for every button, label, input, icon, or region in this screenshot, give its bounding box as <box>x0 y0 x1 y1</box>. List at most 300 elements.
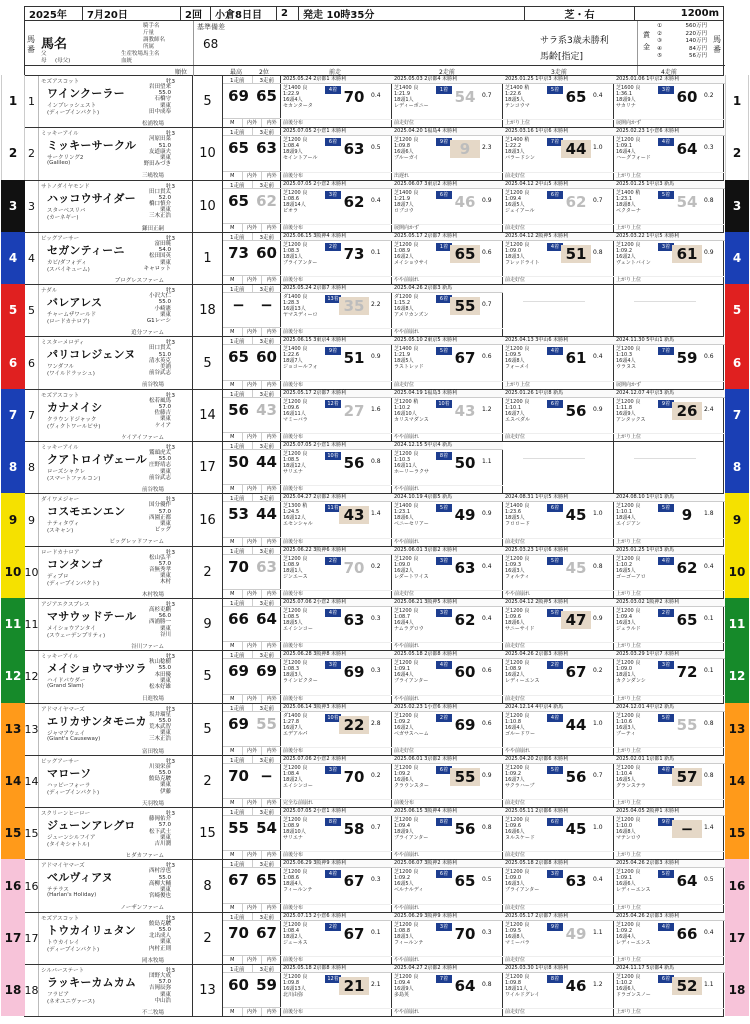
race-detail-line: 1:08.3 <box>283 666 299 673</box>
race-comment: やや前崩れ <box>392 433 503 441</box>
race-header: 2025.06.28 3阪神8 未勝利 <box>281 651 392 659</box>
past-race[interactable] <box>614 390 725 441</box>
race-detail-line: 16頭6人 <box>616 986 636 993</box>
margin: 1.0 <box>593 824 603 832</box>
past-race[interactable] <box>614 756 725 807</box>
race-detail-line: 芝1200 良 <box>616 346 641 353</box>
margin: 1.2 <box>593 981 603 989</box>
race-index: 70 <box>343 767 365 786</box>
sex-age: 牡3 <box>166 392 175 399</box>
horse-row[interactable] <box>8 128 742 180</box>
past-race[interactable] <box>503 756 614 807</box>
past-race[interactable] <box>614 808 725 859</box>
race-detail-line: レダートワイス <box>394 573 429 580</box>
index-block <box>223 651 281 702</box>
breeder: 岡本牧場 <box>141 957 164 964</box>
horse-name[interactable]: パリコレジェンヌ <box>47 348 136 362</box>
idx-top-label: 1走前 <box>223 337 253 345</box>
race-index: 49 <box>454 506 476 525</box>
race-detail-line: 1:21.9 <box>394 195 410 202</box>
breeder: 前谷牧場 <box>141 487 164 494</box>
race-detail-line: 芝1200 良 <box>616 869 641 876</box>
past-race[interactable] <box>281 860 392 911</box>
race-detail-line: 1:09.4 <box>394 980 410 987</box>
jockey-field: 栗東 <box>159 154 171 161</box>
past-race[interactable] <box>281 181 392 232</box>
race-header: 2025.04.19 1福島3 未勝利 <box>392 390 503 398</box>
best-index: − <box>232 296 245 315</box>
past-race[interactable] <box>503 390 614 441</box>
past-race[interactable] <box>503 128 614 179</box>
past-race[interactable] <box>281 599 392 650</box>
idx-top-label: 1走前 <box>223 965 253 973</box>
margin: 1.1 <box>704 981 714 989</box>
race-detail-line: ブライアンター <box>394 678 429 685</box>
race-header: 2025.06.01 3京都2 未勝利 <box>392 756 503 764</box>
margin: 0.6 <box>482 248 492 256</box>
past-race[interactable] <box>503 181 614 232</box>
jockey-field: 51.0 <box>158 351 171 358</box>
past-race[interactable] <box>614 547 725 598</box>
horse-name[interactable]: メイショウマサツラ <box>47 662 147 676</box>
jockey-field: キャロット <box>143 265 171 272</box>
past-race[interactable] <box>392 651 503 702</box>
race-detail-line: 1:10.4 <box>616 770 632 777</box>
race-index: 63 <box>454 558 476 577</box>
race-detail-line: 1:08.6 <box>283 195 299 202</box>
race-comment: 上がり上位 <box>503 381 614 389</box>
second-index: 63 <box>256 557 277 576</box>
past-race[interactable] <box>503 913 614 964</box>
margin: 0.8 <box>704 771 714 779</box>
race-detail-line: エデアルパ <box>283 730 308 737</box>
margin: 0.8 <box>704 196 714 204</box>
race-detail-line: 1:08.4 <box>283 143 299 150</box>
past-race[interactable] <box>392 494 503 545</box>
race-comment: 前後分布 <box>281 433 392 441</box>
horse-info <box>39 808 193 859</box>
horse-name[interactable]: コンタンゴ <box>47 557 103 571</box>
race-detail-line: 18頭12人 <box>283 463 306 470</box>
race-detail-line: レディーエンス <box>505 678 540 685</box>
race-detail-line: 16頭10人 <box>394 410 417 417</box>
tag: 内外 <box>243 746 263 755</box>
race-comment: 前後分布 <box>281 590 392 598</box>
race-comment: 前走好位 <box>392 119 503 127</box>
horse-name[interactable]: マサウッドテール <box>47 609 137 623</box>
race-detail-line: 18頭9人 <box>394 829 414 836</box>
past-race[interactable] <box>281 965 392 1016</box>
past-race[interactable] <box>392 547 503 598</box>
sex-age: 牝3 <box>166 654 175 661</box>
jockey-field: 河原田菜 <box>148 136 171 143</box>
dam-name: テテラス <box>47 887 69 894</box>
race-detail-line: グランステラ <box>616 782 646 789</box>
race-detail-line: 1:08.3 <box>283 247 299 254</box>
past-race[interactable] <box>392 233 503 284</box>
race-detail-line: 芝1200 良 <box>283 241 308 248</box>
horse-row[interactable] <box>8 389 742 442</box>
horse-row[interactable] <box>4 965 746 1017</box>
past-race[interactable] <box>392 860 503 911</box>
horse-row[interactable] <box>8 442 742 494</box>
race-info-bar <box>24 6 724 21</box>
past-race[interactable] <box>392 913 503 964</box>
horse-row[interactable] <box>4 808 746 860</box>
race-index: 50 <box>454 454 476 473</box>
second-index: 44 <box>256 453 277 472</box>
col-best: 最高 <box>230 69 243 76</box>
past-race[interactable] <box>281 704 392 755</box>
race-comment: 前後分布 <box>281 851 392 859</box>
race-detail-line: 1:22.2 <box>505 143 521 150</box>
idx-top-label: 3走前 <box>253 285 282 293</box>
margin: 0.5 <box>371 144 381 152</box>
jockey-field: 栗東 <box>159 102 171 109</box>
idx-top-label: 1走前 <box>223 390 253 398</box>
past-race[interactable] <box>281 808 392 859</box>
race-detail-line: 16頭4人 <box>394 672 414 679</box>
horse-name[interactable]: バレアレス <box>47 296 103 310</box>
past-race[interactable] <box>614 233 725 284</box>
past-race[interactable] <box>392 704 503 755</box>
past-race[interactable] <box>281 651 392 702</box>
past-race[interactable] <box>281 442 392 493</box>
past-race[interactable] <box>281 233 392 284</box>
horse-info <box>39 547 193 598</box>
horse-row[interactable] <box>4 703 746 756</box>
race-detail-line: 16頭3人 <box>616 724 636 731</box>
race-detail-line: 芝1200 良 <box>394 137 419 144</box>
past-race[interactable] <box>281 547 392 598</box>
race-comment: 前後分布 <box>281 695 392 703</box>
finish-position: 3着 <box>658 661 674 669</box>
past-race[interactable] <box>503 233 614 284</box>
past-race[interactable] <box>614 651 725 702</box>
horse-name[interactable]: ハッコウサイダー <box>47 191 136 205</box>
horse-name[interactable]: ラッキーカムカム <box>47 976 137 990</box>
idx-top-label: 3走前 <box>253 860 282 868</box>
jockey-field: 藤岡佑介 <box>148 816 171 823</box>
race-detail-line: 1:23.6 <box>505 509 521 516</box>
race-detail-line: 芝1200 良 <box>505 974 530 981</box>
past-race[interactable] <box>392 76 503 127</box>
idx-top-label: 3走前 <box>253 337 282 345</box>
horse-row[interactable] <box>4 755 746 808</box>
horse-name[interactable]: トウカイリュタン <box>47 923 136 937</box>
horse-name[interactable]: マローソ <box>47 766 92 780</box>
race-detail-line: 芝1200 良 <box>505 660 530 667</box>
margin: 0.4 <box>371 196 381 204</box>
race-index: 63 <box>343 140 365 159</box>
past-race[interactable] <box>503 337 614 388</box>
past-race[interactable] <box>503 599 614 650</box>
past-race[interactable] <box>281 128 392 179</box>
margin: 0.2 <box>704 92 714 99</box>
past-race[interactable] <box>281 285 392 336</box>
margin: 0.1 <box>704 667 714 675</box>
finish-position: 3着 <box>325 661 341 669</box>
finish-position: 2着 <box>325 243 341 251</box>
tag: 内外 <box>262 903 281 912</box>
tag: 内外 <box>262 1007 281 1016</box>
horse-name[interactable]: ミッキーサークル <box>47 139 137 153</box>
margin: 1.8 <box>704 510 714 518</box>
race-index: 56 <box>343 454 365 473</box>
past-race[interactable] <box>503 860 614 911</box>
second-index: − <box>260 296 273 315</box>
past-race[interactable] <box>392 599 503 650</box>
horse-row[interactable] <box>4 912 746 965</box>
race-header: 2025.01.25 1中京3 未勝利 <box>503 76 614 84</box>
race-comment: 前走好位 <box>503 904 614 912</box>
second-index: 59 <box>256 976 277 995</box>
margin: 0.9 <box>482 510 492 518</box>
horse-info <box>39 599 193 650</box>
jockey-field: 高柳大輔 <box>148 880 171 887</box>
race-index: 70 <box>343 88 365 106</box>
race-detail-line: 1:24.5 <box>283 509 299 516</box>
finish-position: 3着 <box>547 870 563 878</box>
race-detail-line: 1:10.8 <box>505 718 521 725</box>
breeder: 松浦牧場 <box>141 121 164 127</box>
race-index: 45 <box>565 506 587 525</box>
past-race[interactable] <box>392 128 503 179</box>
race-detail-line: 1:10.1 <box>505 404 521 411</box>
race-comment: 前後分布 <box>281 224 392 232</box>
past-race[interactable] <box>503 76 614 127</box>
race-detail-line: サリエナ <box>283 835 303 842</box>
past-race[interactable] <box>281 494 392 545</box>
tag: 内外 <box>262 694 281 703</box>
finish-position: 3着 <box>436 923 452 931</box>
race-detail-line: 18頭3人 <box>505 149 525 156</box>
race-comment: 前走好位 <box>503 224 614 232</box>
horse-name[interactable]: ワインクーラー <box>47 87 125 100</box>
margin: 0.3 <box>482 928 492 936</box>
past-race[interactable] <box>614 181 725 232</box>
index-block <box>223 390 281 441</box>
horse-name[interactable]: クアトロイヴェール <box>47 453 147 467</box>
past-race[interactable] <box>503 547 614 598</box>
tag: M <box>223 955 243 964</box>
race-detail-line: レディーエンス <box>616 939 651 946</box>
horse-row[interactable] <box>4 546 746 599</box>
past-race[interactable] <box>281 390 392 441</box>
race-comment: 前走好位 <box>503 433 614 441</box>
jockey-block <box>141 450 171 481</box>
race-comment: 前走好位 <box>503 1008 614 1016</box>
jockey-field: 鮫島克駿 <box>148 776 171 783</box>
horse-row[interactable] <box>4 651 746 703</box>
race-detail-line: 芝1300 稍 <box>283 503 308 510</box>
past-race[interactable] <box>392 285 503 336</box>
race-detail-line: 芝1200 良 <box>283 660 308 667</box>
tag: 内外 <box>262 589 281 598</box>
past-race[interactable] <box>503 808 614 859</box>
past-race[interactable] <box>392 337 503 388</box>
race-detail-line: エセンシャル <box>283 521 313 528</box>
margin: 0.7 <box>482 92 492 99</box>
race-detail-line: 18頭9人 <box>616 97 636 103</box>
race-header: 2025.03.23 1中京6 未勝利 <box>503 547 614 555</box>
past-race[interactable] <box>614 128 725 179</box>
past-race[interactable] <box>614 704 725 755</box>
second-index: 60 <box>256 348 277 367</box>
race-comment: 上がり上位 <box>614 747 725 755</box>
horse-name[interactable]: エリカサンタモニカ <box>47 714 147 728</box>
jockey-field: 国分優作 <box>148 502 171 509</box>
past-race[interactable] <box>614 599 725 650</box>
race-detail-line: 16頭6人 <box>616 881 636 888</box>
past-race[interactable] <box>614 913 725 964</box>
dam-name: ジャマアウェイ <box>47 730 86 737</box>
second-index: 65 <box>256 87 277 105</box>
past-race[interactable] <box>392 756 503 807</box>
race-detail-line: 1:22.9 <box>283 91 299 97</box>
breeder: 三嶋牧場 <box>141 173 164 180</box>
horse-row[interactable] <box>8 180 742 233</box>
broodmare-sire: (ロードカナロア) <box>47 319 90 326</box>
race-detail-line: 1:10.3 <box>394 457 410 464</box>
race-detail-line: 1:09.0 <box>505 875 521 882</box>
race-detail-line: ジェイアール <box>505 207 535 214</box>
horse-name[interactable]: ベルヴィアヌ <box>47 871 113 885</box>
race-detail-line: 16頭4人 <box>283 97 303 103</box>
race-detail-line: 1:11.8 <box>616 404 632 411</box>
dam-name: カビ/ダフォディ <box>47 259 87 266</box>
race-index: 60 <box>454 663 476 682</box>
jockey-field: 栗東 <box>159 573 171 580</box>
dam-name: ローズシャクレ <box>47 469 86 476</box>
past-race[interactable] <box>392 181 503 232</box>
horse-row[interactable] <box>8 285 742 337</box>
index-block <box>223 913 281 964</box>
horse-row[interactable] <box>4 598 746 651</box>
race-detail-line: ゴーゴーアロ <box>616 573 646 580</box>
race-card <box>4 6 746 1018</box>
horse-row[interactable] <box>8 494 742 546</box>
horse-row[interactable] <box>4 860 746 912</box>
past-race[interactable] <box>614 337 725 388</box>
finish-position: 4着 <box>436 661 452 669</box>
race-header: 2024.12.15 5中京4 新馬 <box>392 442 503 450</box>
margin: 1.0 <box>593 510 603 518</box>
race-detail-line: 16頭4人 <box>616 149 636 156</box>
past-race[interactable] <box>392 965 503 1016</box>
horse-row[interactable] <box>8 232 742 285</box>
finish-position: 5着 <box>547 766 563 774</box>
past-race[interactable] <box>503 704 614 755</box>
race-detail-line: カリスマダンス <box>394 416 429 423</box>
past-race[interactable] <box>281 76 392 127</box>
finish-position: 5着 <box>658 504 674 512</box>
race-detail-line: 芝1600 良 <box>616 85 641 91</box>
frame-number-left: 16 <box>1 859 25 911</box>
sex-age: 牡3 <box>166 497 175 504</box>
race-detail-line: 芝1200 良 <box>283 974 308 981</box>
race-detail-line: ラインビクター <box>283 678 318 685</box>
race-detail-line: 芝1400 良 <box>505 503 530 510</box>
horse-name[interactable]: コスモエンエン <box>47 505 126 519</box>
second-index: 55 <box>256 714 277 733</box>
past-race[interactable] <box>392 442 503 493</box>
race-detail-line: 16頭13人 <box>283 306 306 313</box>
margin: 0.4 <box>593 353 603 361</box>
idx-top-label: 1走前 <box>223 233 253 241</box>
finish-position: 4着 <box>658 923 674 931</box>
start-time: 発走 10時35分 <box>299 7 525 20</box>
frame-number-left: 17 <box>1 912 25 964</box>
race-header: 2025.06.14 3阪神3 未勝利 <box>281 704 392 712</box>
finish-position: 5着 <box>547 609 563 617</box>
bms-label: (母父) <box>55 58 71 64</box>
horse-row[interactable] <box>8 337 742 389</box>
race-comment: 上がり上位 <box>614 851 725 859</box>
race-detail-line: 1:09.1 <box>616 875 632 882</box>
past-race[interactable] <box>503 965 614 1016</box>
distance: 1200m <box>680 8 719 19</box>
past-race[interactable] <box>503 494 614 545</box>
race-comment: 前走好位 <box>503 851 614 859</box>
jockey-field: 55.0 <box>158 770 171 777</box>
past-race[interactable] <box>392 390 503 441</box>
past-race[interactable] <box>281 337 392 388</box>
sex-age: 牡3 <box>166 811 175 818</box>
horse-name[interactable]: ジューンアレグロ <box>47 819 136 833</box>
past-race[interactable] <box>281 756 392 807</box>
horse-row[interactable] <box>8 76 742 128</box>
past-race[interactable] <box>614 965 725 1016</box>
race-condition: サラ系3歳未勝利 <box>540 36 609 46</box>
horse-name[interactable]: セガンティーニ <box>47 243 125 257</box>
frame-number-left: 7 <box>1 389 25 441</box>
race-detail-line: 芝1200 良 <box>616 817 641 824</box>
race-detail-line: 1:09.0 <box>394 561 410 568</box>
past-race[interactable] <box>614 76 725 127</box>
race-detail-line: 芝1200 良 <box>616 607 641 614</box>
race-detail-line: ホーリーラクサ <box>394 469 430 476</box>
race-detail-line: カクンダンシ <box>616 678 646 685</box>
dam-name: ナティタヴィ <box>47 521 80 528</box>
finish-position: 1着 <box>436 243 452 251</box>
race-detail-line: 1:08.9 <box>283 561 299 568</box>
race-detail-line: レディーポニー <box>394 103 429 109</box>
race-index: 62 <box>565 192 587 211</box>
past-race[interactable] <box>614 860 725 911</box>
margin: 0.4 <box>704 928 714 936</box>
race-detail-line: 16頭12人 <box>283 515 306 522</box>
tag: 内外 <box>262 641 281 650</box>
horse-name[interactable]: カナメイシ <box>47 400 103 414</box>
past-race[interactable] <box>281 913 392 964</box>
race-detail-line: 芝1200 良 <box>616 503 641 510</box>
horse-number: 2 <box>25 128 39 179</box>
past-race[interactable] <box>503 651 614 702</box>
race-detail-line: 芝1200 良 <box>283 764 308 771</box>
broodmare-sire: (ディープインパクト) <box>47 946 100 953</box>
race-detail-line: 1:21.9 <box>394 91 410 97</box>
past-race[interactable] <box>614 494 725 545</box>
race-comment: 完全な前崩れ <box>281 799 392 807</box>
prize-label: 賞金 <box>643 31 650 51</box>
past-race[interactable] <box>392 808 503 859</box>
finish-position: 8着 <box>436 818 452 826</box>
race-detail-line: 18頭3人 <box>505 253 525 260</box>
horse-number: 15 <box>25 808 39 859</box>
race-header: 2024.12.07 4中京3 新馬 <box>614 390 725 398</box>
finish-position: 6着 <box>325 138 341 146</box>
